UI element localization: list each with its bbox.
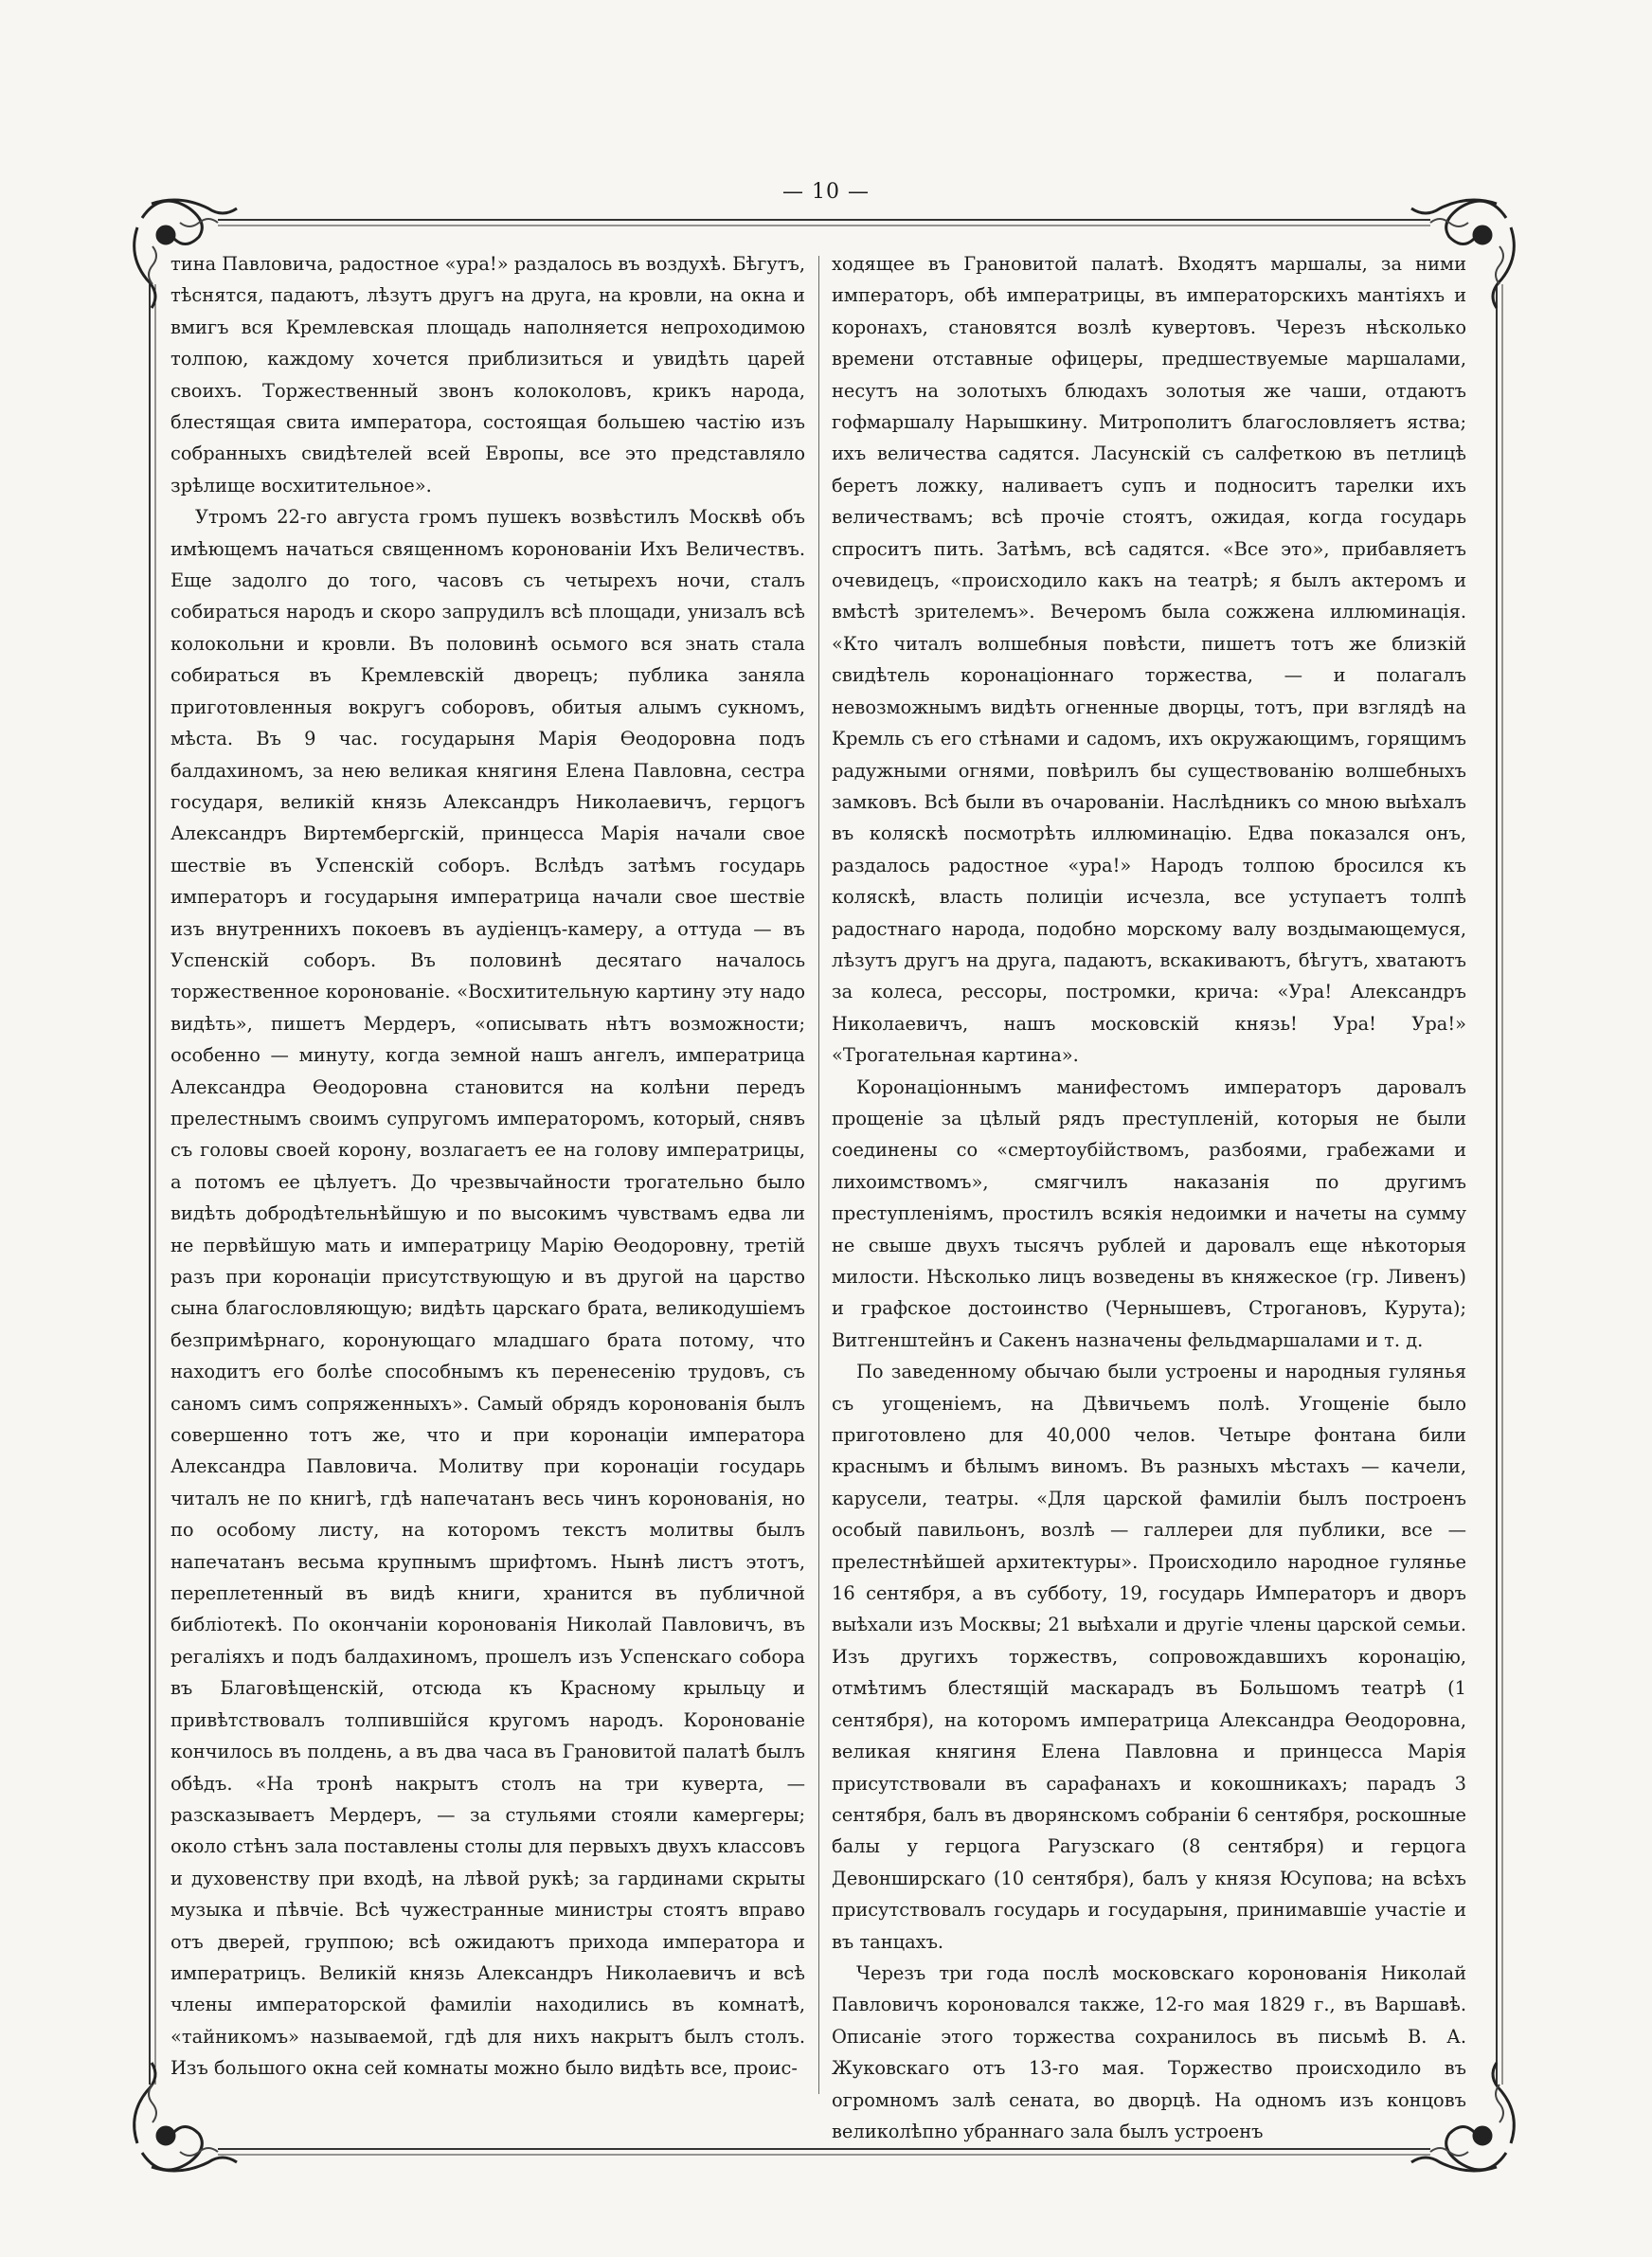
- paragraph: тина Павловича, радостное «ура!» раздалось въ воздухѣ. Бѣгутъ, тѣснятся, падаютъ, лѣзутъ другъ на друга, на кровли, на окна и вмигъ вся Кремлевская площадь наполняется непроходимою толпою, каждому хочется приблизиться и увидѣть царей своихъ. Торжественный звонъ колоколовъ, крикъ народа, блестящая свита императора, состоящая большею частію изъ собранныхъ свидѣтелей всей Европы, все это представляло зрѣлище восхитительное».: [171, 253, 805, 497]
- paragraph: Черезъ три года послѣ московскаго коронованія Николай Павловичъ короновался также, 12-го мая 1829 г., въ Варшавѣ. Описаніе этого торжества сохранилось въ письмѣ В. А. Жуковскаго отъ 13-го мая. Торжество происходило въ огромномъ залѣ сената, во дворцѣ. На одномъ изъ концовъ великолѣпно убраннаго зала былъ устроенъ: [832, 1961, 1466, 2142]
- right-text-column: [832, 248, 1466, 2142]
- paragraph: По заведенному обычаю были устроены и народныя гулянья съ угощеніемъ, на Дѣвичьемъ полѣ. Угощеніе было приготовлено для 40,000 челов. Четыре фонтана били краснымъ и бѣлымъ виномъ. Въ разныхъ мѣстахъ — качели, карусели, театры. «Для царской фамиліи былъ построенъ особый павильонъ, возлѣ — галлереи для публики, все — прелестнѣйшей архитектуры». Происходило народное гулянье 16 сентября, а въ субботу, 19, государь Императоръ и дворъ выѣхали изъ Москвы; 21 выѣхали и другіе члены царской семьи. Изъ другихъ торжествъ, сопровождавшихъ коронацію, отмѣтимъ блестящій маскарадъ въ Большомъ театрѣ (1 сентября), на которомъ императрица Александра Ѳеодоровна, великая княгиня Елена Павловна и принцесса Марія присутствовали въ сарафанахъ и кокошникахъ; парадъ 3 сентября, балъ въ дворянскомъ собраніи 6 сентября, роскошные балы у герцога Рагузскаго (8 сентября) и герцога Девонширскаго (10 сентября), балъ у князя Юсупова; на всѣхъ присутствовалъ государь и государыня, принимавшіе участіе и въ танцахъ.: [832, 1361, 1466, 1953]
- paragraph: ходящее въ Грановитой палатѣ. Входятъ маршалы, за ними императоръ, обѣ императрицы, въ императорскихъ мантіяхъ и коронахъ, становятся возлѣ кувертовъ. Черезъ нѣсколько времени отставные офицеры, предшествуемые маршалами, несутъ на золотыхъ блюдахъ золотыя же чаши, отдаютъ гофмаршалу Нарышкину. Митрополитъ благословляетъ яства; ихъ величества садятся. Ласунскій съ салфеткою въ петлицѣ беретъ ложку, наливаетъ супъ и подноситъ тарелки ихъ величествамъ; всѣ прочіе стоятъ, ожидая, когда государь спроситъ пить. Затѣмъ, всѣ садятся. «Все это», прибавляетъ очевидецъ, «происходило какъ на театрѣ; я былъ актеромъ и вмѣстѣ зрителемъ». Вечеромъ была сожжена иллюминація. «Кто читалъ волшебныя повѣсти, пишетъ тотъ же близкій свидѣтель коронаціоннаго торжества, — и полагалъ невозможнымъ видѣть огненные дворцы, тотъ, при взглядѣ на Кремль съ его стѣнами и садомъ, ихъ окружающимъ, горящимъ радужными огнями, повѣрилъ бы существованію волшебныхъ замковъ. Всѣ были въ очарованіи. Наслѣдникъ со мною выѣхалъ въ коляскѣ посмотрѣть иллюминацію. Едва показался онъ, раздалось радостное «ура!» Народъ толпою бросился къ коляскѣ, власть полиціи исчезла, все уступаетъ толпѣ радостнаго народа, подобно морскому валу воздымающемуся, лѣзутъ другъ на друга, падаютъ, вскакиваютъ, бѣгутъ, хватаютъ за колеса, рессоры, постромки, крича: «Ура! Александръ Николаевичъ, нашъ московскій князь! Ура! Ура!» «Трогательная картина».: [832, 253, 1466, 1067]
- left-text-column: [171, 248, 805, 2096]
- paragraph: Коронаціоннымъ манифестомъ императоръ даровалъ прощеніе за цѣлый рядъ преступленій, которыя не были соединены со «смертоубійствомъ, разбоями, грабежами и лихоимствомъ», смягчилъ наказанія по другимъ преступленіямъ, простилъ всякія недоимки и начеты на сумму не свыше двухъ тысячъ рублей и даровалъ еще нѣкоторыя милости. Нѣсколько лицъ возведены въ княжеское (гр. Ливенъ) и графское достоинство (Чернышевъ, Строгановъ, Курута); Витгенштейнъ и Сакенъ назначены фельдмаршалами и т. д.: [832, 1075, 1466, 1351]
- column-divider: [818, 256, 819, 2094]
- paragraph: Утромъ 22-го августа громъ пушекъ возвѣстилъ Москвѣ объ имѣющемъ начаться священномъ короновaніи Ихъ Величествъ. Еще задолго до того, часовъ съ четырехъ ночи, сталъ собираться народъ и скоро запрудилъ всѣ площади, унизалъ всѣ колокольни и кровли. Въ половинѣ осьмого вся знать стала собираться въ Кремлевскій дворецъ; публика заняла приготовленныя вокругъ соборовъ, обитыя алымъ сукномъ, мѣста. Въ 9 час. государыня Марія Ѳеодоровна подъ балдахиномъ, за нею великая княгиня Елена Павловна, сестра государя, великій князь Александръ Николаевичъ, герцогъ Александръ Виртембергскій, принцесса Марія начали свое шествіе въ Успенскій соборъ. Вслѣдъ затѣмъ государь императоръ и государыня императрица начали свое шествіе изъ внутреннихъ покоевъ въ аудіенцъ-камеру, а оттуда — въ Успенскій соборъ. Въ половинѣ десятаго началось торжественное коронованіе. «Восхитительную картину эту надо видѣть», пишетъ Мердеръ, «описывать нѣтъ возможности; особенно — минуту, когда земной нашъ ангелъ, императрица Александра Ѳеодоровна становится на колѣни передъ прелестнымъ своимъ супругомъ императоромъ, который, снявъ съ головы своей корону, возлагаетъ ее на голову императрицы, а потомъ ее цѣлуетъ. До чрезвычайности трогательно было видѣть добродѣтельнѣйшую и по высокимъ чувствамъ едва ли не первѣйшую мать и императрицу Марію Ѳеодоровну, третій разъ при коронаціи присутствующую и въ другой на царство сына благословляющую; видѣть царскаго брата, великодушіемъ безпримѣрнаго, коронующаго младшаго брата потому, что находитъ его болѣе способнымъ къ перенесенію трудовъ, съ саномъ симъ сопряженныхъ». Самый обрядъ коронованія былъ совершенно тотъ же, что и при коронаціи императора Александра Павловича. Молитву при коронаціи государь читалъ не по книгѣ, гдѣ напечатанъ весь чинъ коронованія, но по особому листу, на которомъ текстъ молитвы былъ напечатанъ весьма крупнымъ шрифтомъ. Нынѣ листъ этотъ, переплетенный въ видѣ книги, хранится въ публичной библіотекѣ. По окончаніи коронованія Николай Павловичъ, въ регаліяхъ и подъ балдахиномъ, прошелъ изъ Успенскаго собора въ Благовѣщенскій, отсюда къ Красному крыльцу и привѣтствовалъ толпившійся кругомъ народъ. Коронованіе кончилось въ полдень, а въ два часа въ Грановитой палатѣ былъ обѣдъ. «На тронѣ накрытъ столъ на три куверта, — разсказываетъ Мердеръ, — за стульями стояли камергеры; около стѣнъ зала поставлены столы для первыхъ двухъ классовъ и духовенству при входѣ, на лѣвой рукѣ; за гардинами скрыты музыка и пѣвчіе. Всѣ чужестранные министры стоятъ вправо отъ дверей, группою; всѣ ожидаютъ прихода императора и императрицъ. Великій князь Александръ Николаевичъ и всѣ члены императорской фамиліи находились въ комнатѣ, «тайникомъ» называемой, гдѣ для нихъ накрытъ былъ столъ. Изъ большого окна сей комнаты можно было видѣть все, проис-: [171, 506, 805, 2080]
- page-number: — 10 —: [782, 180, 870, 204]
